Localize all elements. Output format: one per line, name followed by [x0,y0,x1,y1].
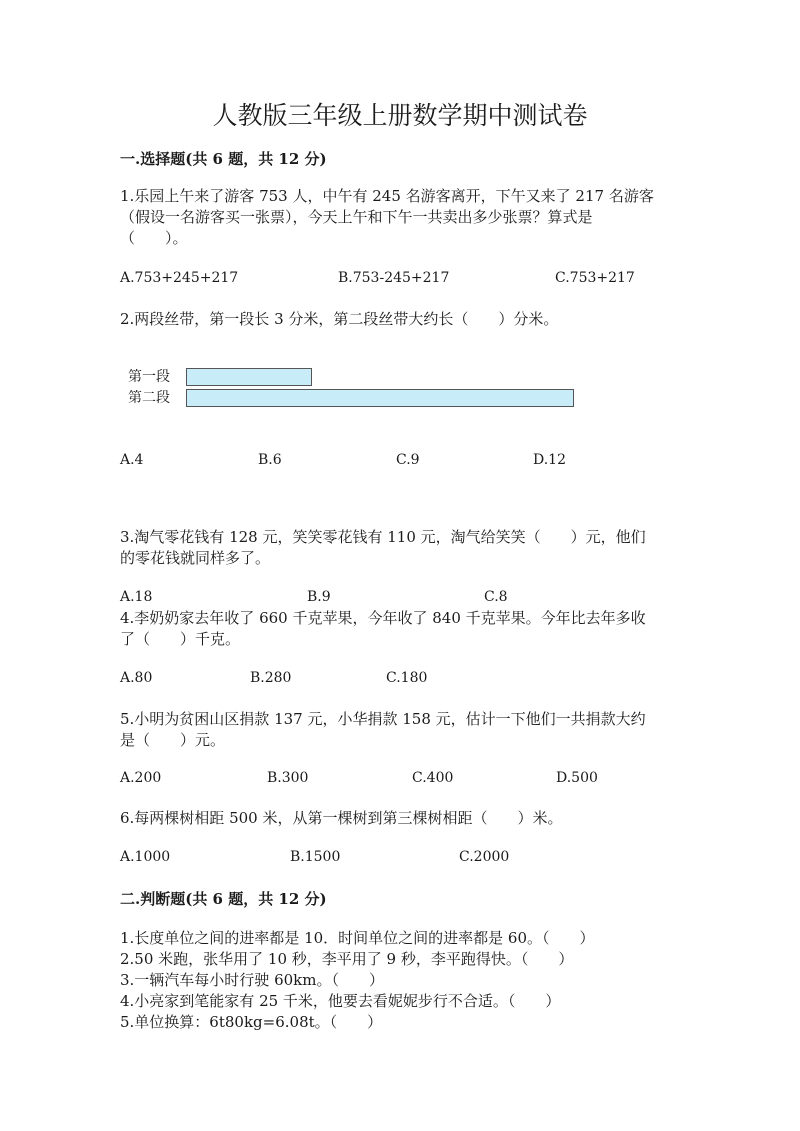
question-6-text [120,808,562,829]
option-2b: B.6 [258,452,282,468]
question-line: 了（ ）千克。 [120,630,241,648]
judgment-item-3: 3.一辆汽车每小时行驶 60km。（ ） [120,971,384,989]
option-2d: D.12 [533,452,566,468]
question-5-text [120,709,646,751]
option-1a: A.753+245+217 [120,270,239,286]
judgment-item-1: 1.长度单位之间的进率都是 10．时间单位之间的进率都是 60。（ ） [120,929,595,947]
option-4b: B.280 [250,670,292,686]
question-line: 的零花钱就同样多了。 [120,549,271,567]
option-2a: A.4 [120,452,144,468]
option-5d: D.500 [556,770,598,786]
question-4-text [120,608,646,650]
question-line: （假设一名游客买一张票），今天上午和下午一共卖出多少张票？算式是 [120,208,593,226]
question-2-text [120,309,558,330]
option-5c: C.400 [412,770,454,786]
option-6c: C.2000 [459,849,510,865]
page-title: 人教版三年级上册数学期中测试卷 [212,101,588,130]
option-5a: A.200 [120,770,162,786]
section-heading-judgment: 二.判断题(共 6 题，共 12 分) [120,890,327,908]
option-5b: B.300 [267,770,309,786]
option-1c: C.753+217 [555,270,635,286]
option-6a: A.1000 [120,849,171,865]
question-line: 是（ ）元。 [120,731,226,749]
option-4c: C.180 [386,670,428,686]
question-3-text [120,527,646,569]
section-heading-choice: 一.选择题(共 6 题，共 12 分) [120,150,327,168]
question-line: 6.每两棵树相距 500 米，从第一棵树到第三棵树相距（ ）米。 [120,809,563,827]
option-3b: B.9 [307,589,331,605]
option-3a: A.18 [120,589,153,605]
segment-label-second: 第二段 [128,390,170,406]
judgment-list [120,928,595,1033]
option-4a: A.80 [120,670,153,686]
question-line: 3.淘气零花钱有 128 元，笑笑零花钱有 110 元，淘气给笑笑（ ）元，他们 [120,528,646,546]
ribbon-bar-second [186,389,574,407]
question-line: 1.乐园上午来了游客 753 人，中午有 245 名游客离开，下午又来了 217 名游客 [120,187,654,205]
ribbon-bar-first [186,368,312,386]
question-line: 5.小明为贫困山区捐款 137 元，小华捐款 158 元，估计一下他们一共捐款大约 [120,710,646,728]
judgment-item-2: 2.50 米跑，张华用了 10 秒，李平用了 9 秒，李平跑得快。（ ） [120,950,574,968]
judgment-item-4: 4.小亮家到笔能家有 25 千米，他要去看妮妮步行不合适。（ ） [120,992,561,1010]
question-line: 4.李奶奶家去年收了 660 千克苹果，今年收了 840 千克苹果。今年比去年多收 [120,609,646,627]
judgment-item-5: 5.单位换算：6t80kg=6.08t。（ ） [120,1013,383,1031]
question-line: 2.两段丝带，第一段长 3 分米，第二段丝带大约长（ ）分米。 [120,310,559,328]
option-3c: C.8 [484,589,508,605]
option-6b: B.1500 [290,849,341,865]
ribbon-diagram [126,364,586,412]
option-2c: C.9 [396,452,420,468]
question-1-text [120,186,654,249]
option-1b: B.753-245+217 [338,270,450,286]
segment-label-first: 第一段 [128,369,170,385]
question-line: （ ）。 [120,229,188,247]
